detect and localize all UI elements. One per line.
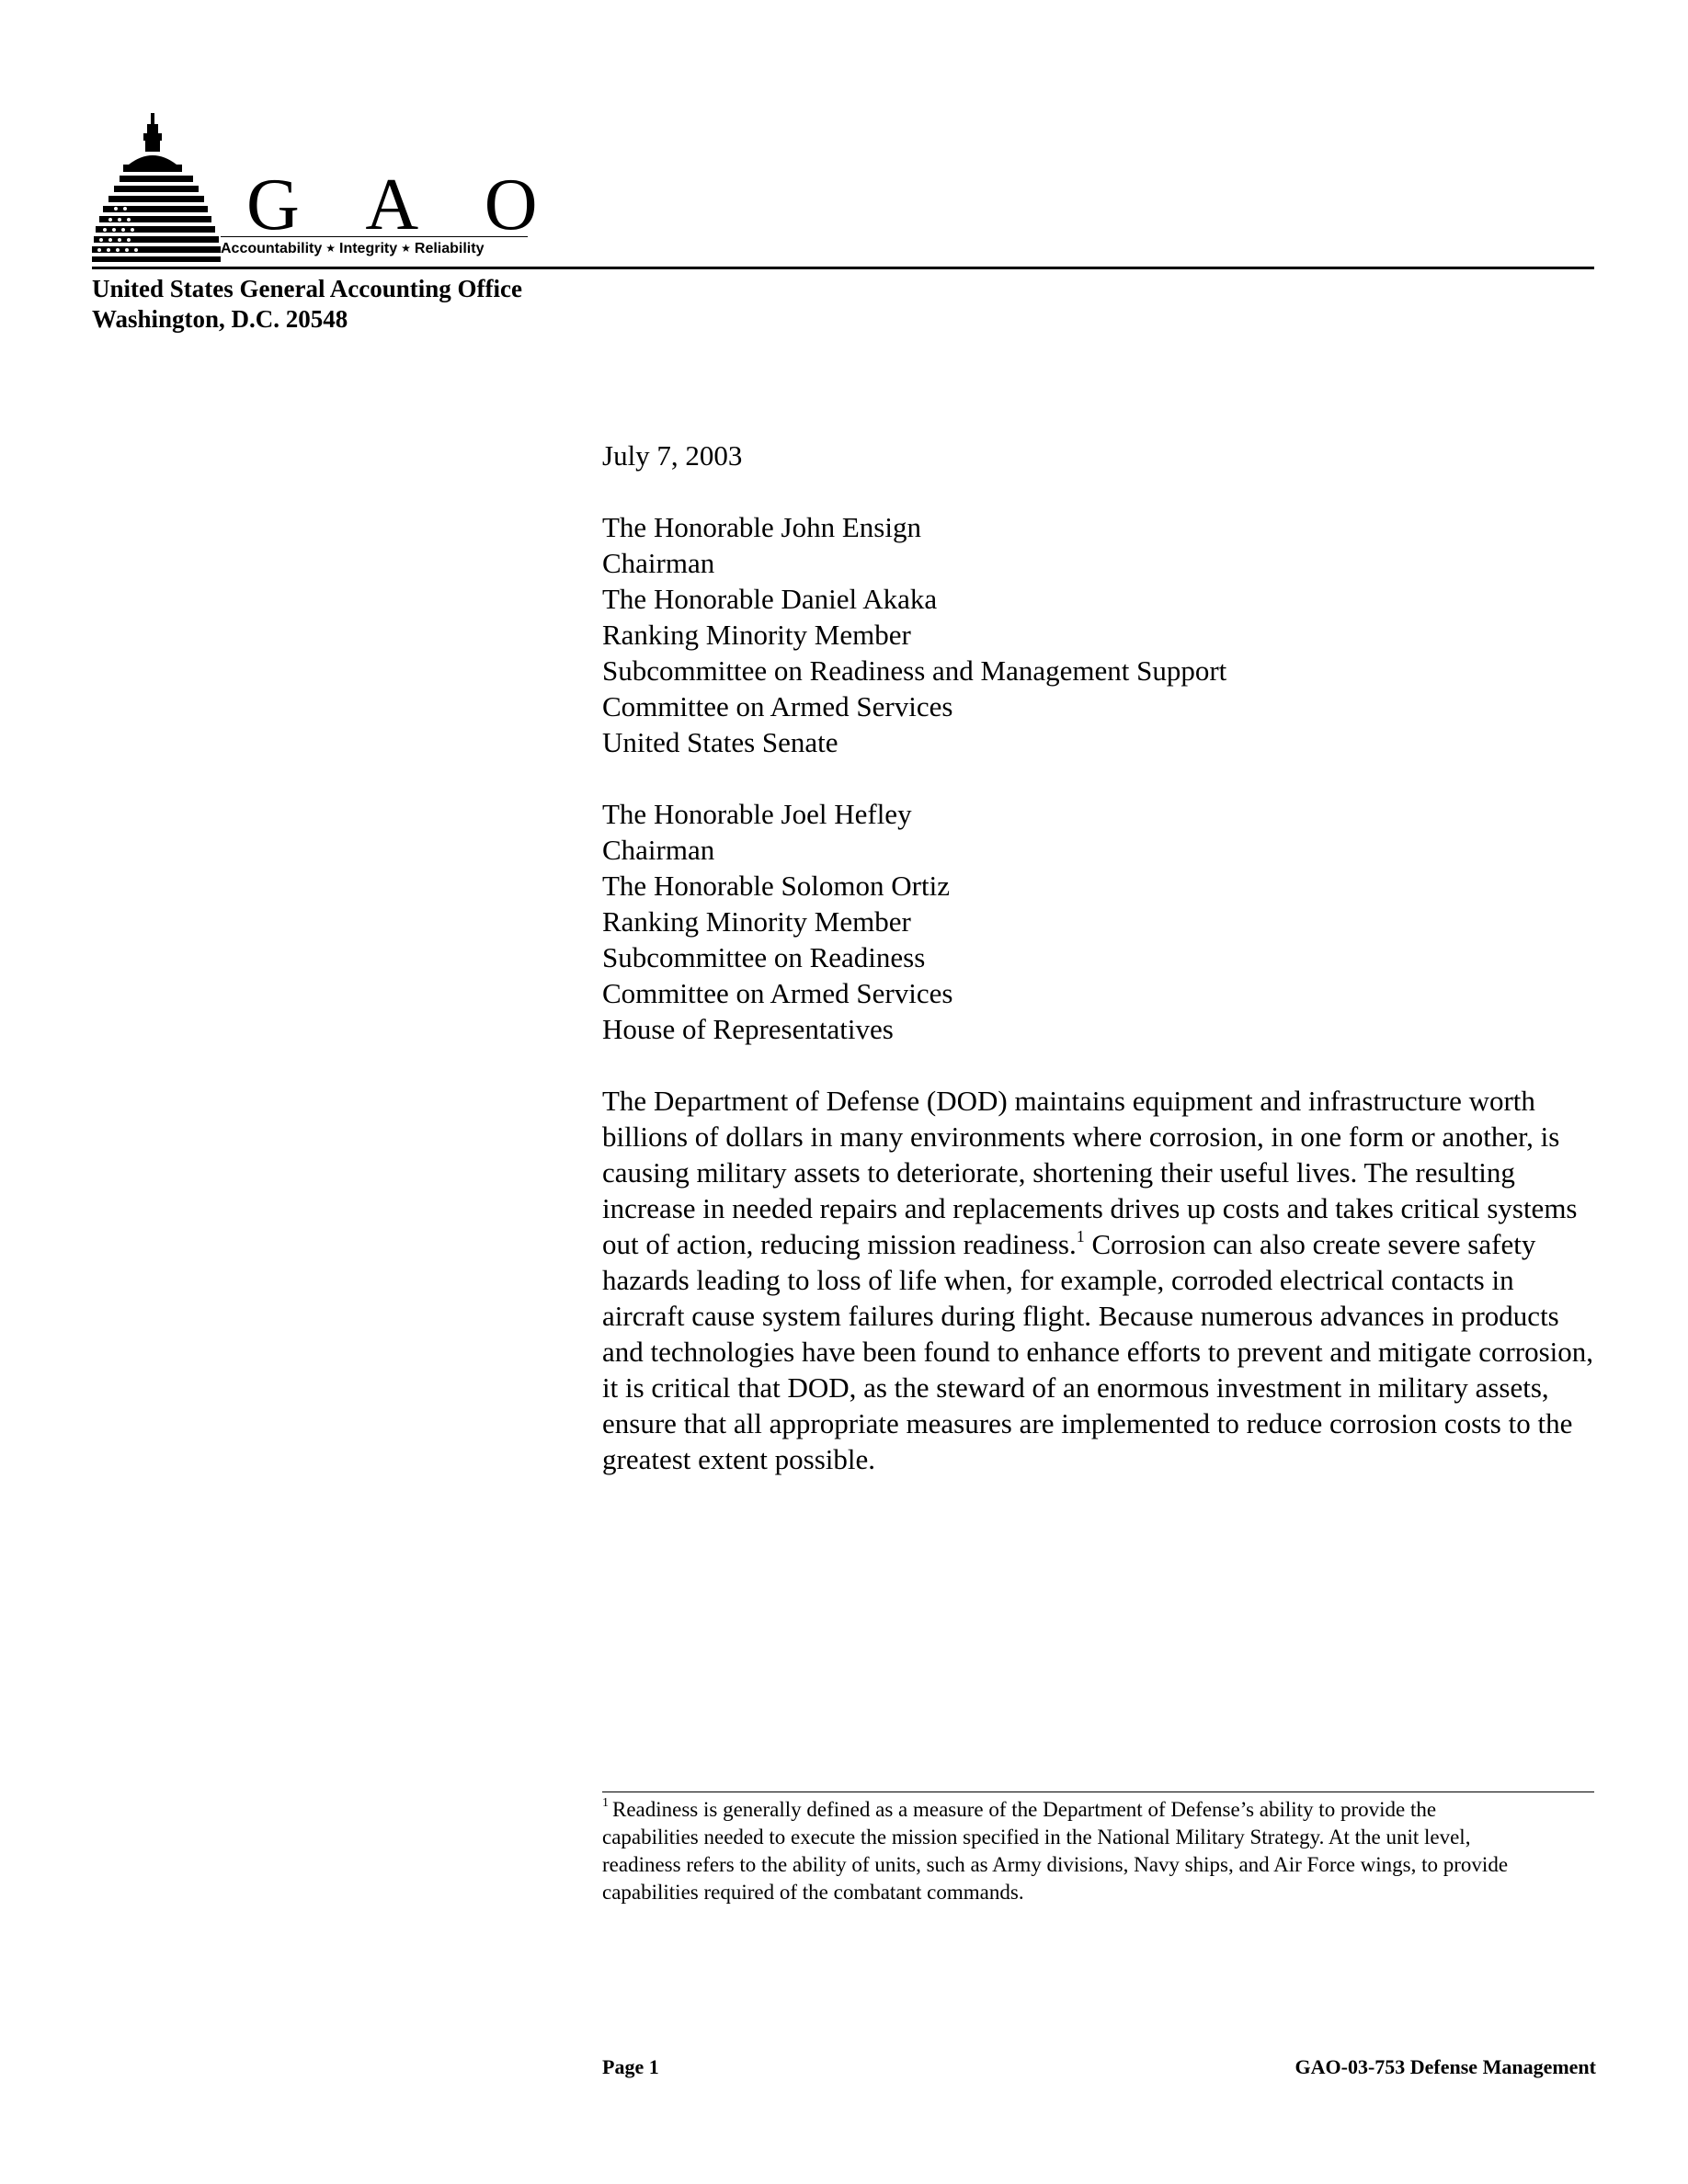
letter-date: July 7, 2003 [602, 439, 743, 472]
addressee-line: Committee on Armed Services [602, 977, 953, 1009]
star-icon: ★ [325, 242, 336, 255]
report-number: GAO-03-753 Defense Management [1295, 2055, 1596, 2078]
addressee-line: House of Representatives [602, 1013, 894, 1045]
footnote-reference: 1 [1076, 1226, 1085, 1246]
page-number: Page 1 [602, 2055, 659, 2078]
addressee-line: Ranking Minority Member [602, 619, 911, 651]
footnote [602, 1796, 1522, 1906]
addressee-line: Committee on Armed Services [602, 690, 953, 722]
addressee-line: The Honorable Daniel Akaka [602, 583, 938, 615]
logo-divider [221, 236, 528, 237]
addressee-line: Subcommittee on Readiness [602, 941, 926, 973]
organization-address: Washington, D.C. 20548 [92, 305, 348, 333]
gao-logo [92, 106, 564, 271]
tagline-word: Reliability [414, 241, 485, 256]
addressee-line: Subcommittee on Readiness and Management Support [602, 654, 1227, 687]
logo-tagline [221, 241, 484, 257]
organization-header [92, 274, 522, 335]
footnote-number: 1 [602, 1796, 609, 1811]
logo-wordmark: G A O [246, 165, 564, 245]
addressee-line: The Honorable Joel Hefley [602, 798, 912, 830]
footnote-text: Readiness is generally defined as a measure of the Department of Defense’s ability to provide the capabilities needed to execute the mission specified in the National Military Strategy. At the unit level, readiness refers to the ability of units, such as Army divisions, Navy ships, and Air Force wings, to provide capabilities required of the combatant commands. [602, 1798, 1509, 1904]
tagline-word: Integrity [339, 241, 398, 256]
addressee-block-house [602, 796, 1604, 1047]
addressee-line: Chairman [602, 834, 715, 866]
organization-name: United States General Accounting Office [92, 275, 522, 302]
addressee-line: The Honorable John Ensign [602, 511, 921, 543]
body-text: Corrosion can also create severe safety hazards leading to loss of life when, for example, corroded electrical contacts in aircraft cause system failures during flight. Because numerous advances in products and technologies have been found to enhance efforts to prevent and mitigate corrosion, it is critical that DOD, as the steward of an enormous investment in military assets, ensure that all appropriate measures are implemented to reduce corrosion costs to the greatest extent possible. [602, 1228, 1594, 1475]
body-paragraph [602, 1083, 1600, 1477]
header-rule [92, 267, 1594, 269]
addressee-line: United States Senate [602, 726, 838, 758]
addressee-line: Chairman [602, 547, 715, 579]
addressee-line: The Honorable Solomon Ortiz [602, 870, 950, 902]
body-text: The Department of Defense (DOD) maintains equipment and infrastructure worth billions of dollars in many environments where corrosion, in one form or another, is causing military assets to deteriorate, shortening their useful lives. The resulting increase in needed repairs and replacements drives up costs and takes critical systems out of action, reducing mission readiness. [602, 1085, 1578, 1260]
star-icon: ★ [401, 242, 411, 255]
capitol-dome-icon [92, 106, 221, 271]
addressee-line: Ranking Minority Member [602, 905, 911, 938]
tagline-word: Accountability [221, 241, 323, 256]
addressee-block-senate [602, 509, 1604, 760]
letter-content [602, 438, 1604, 1477]
